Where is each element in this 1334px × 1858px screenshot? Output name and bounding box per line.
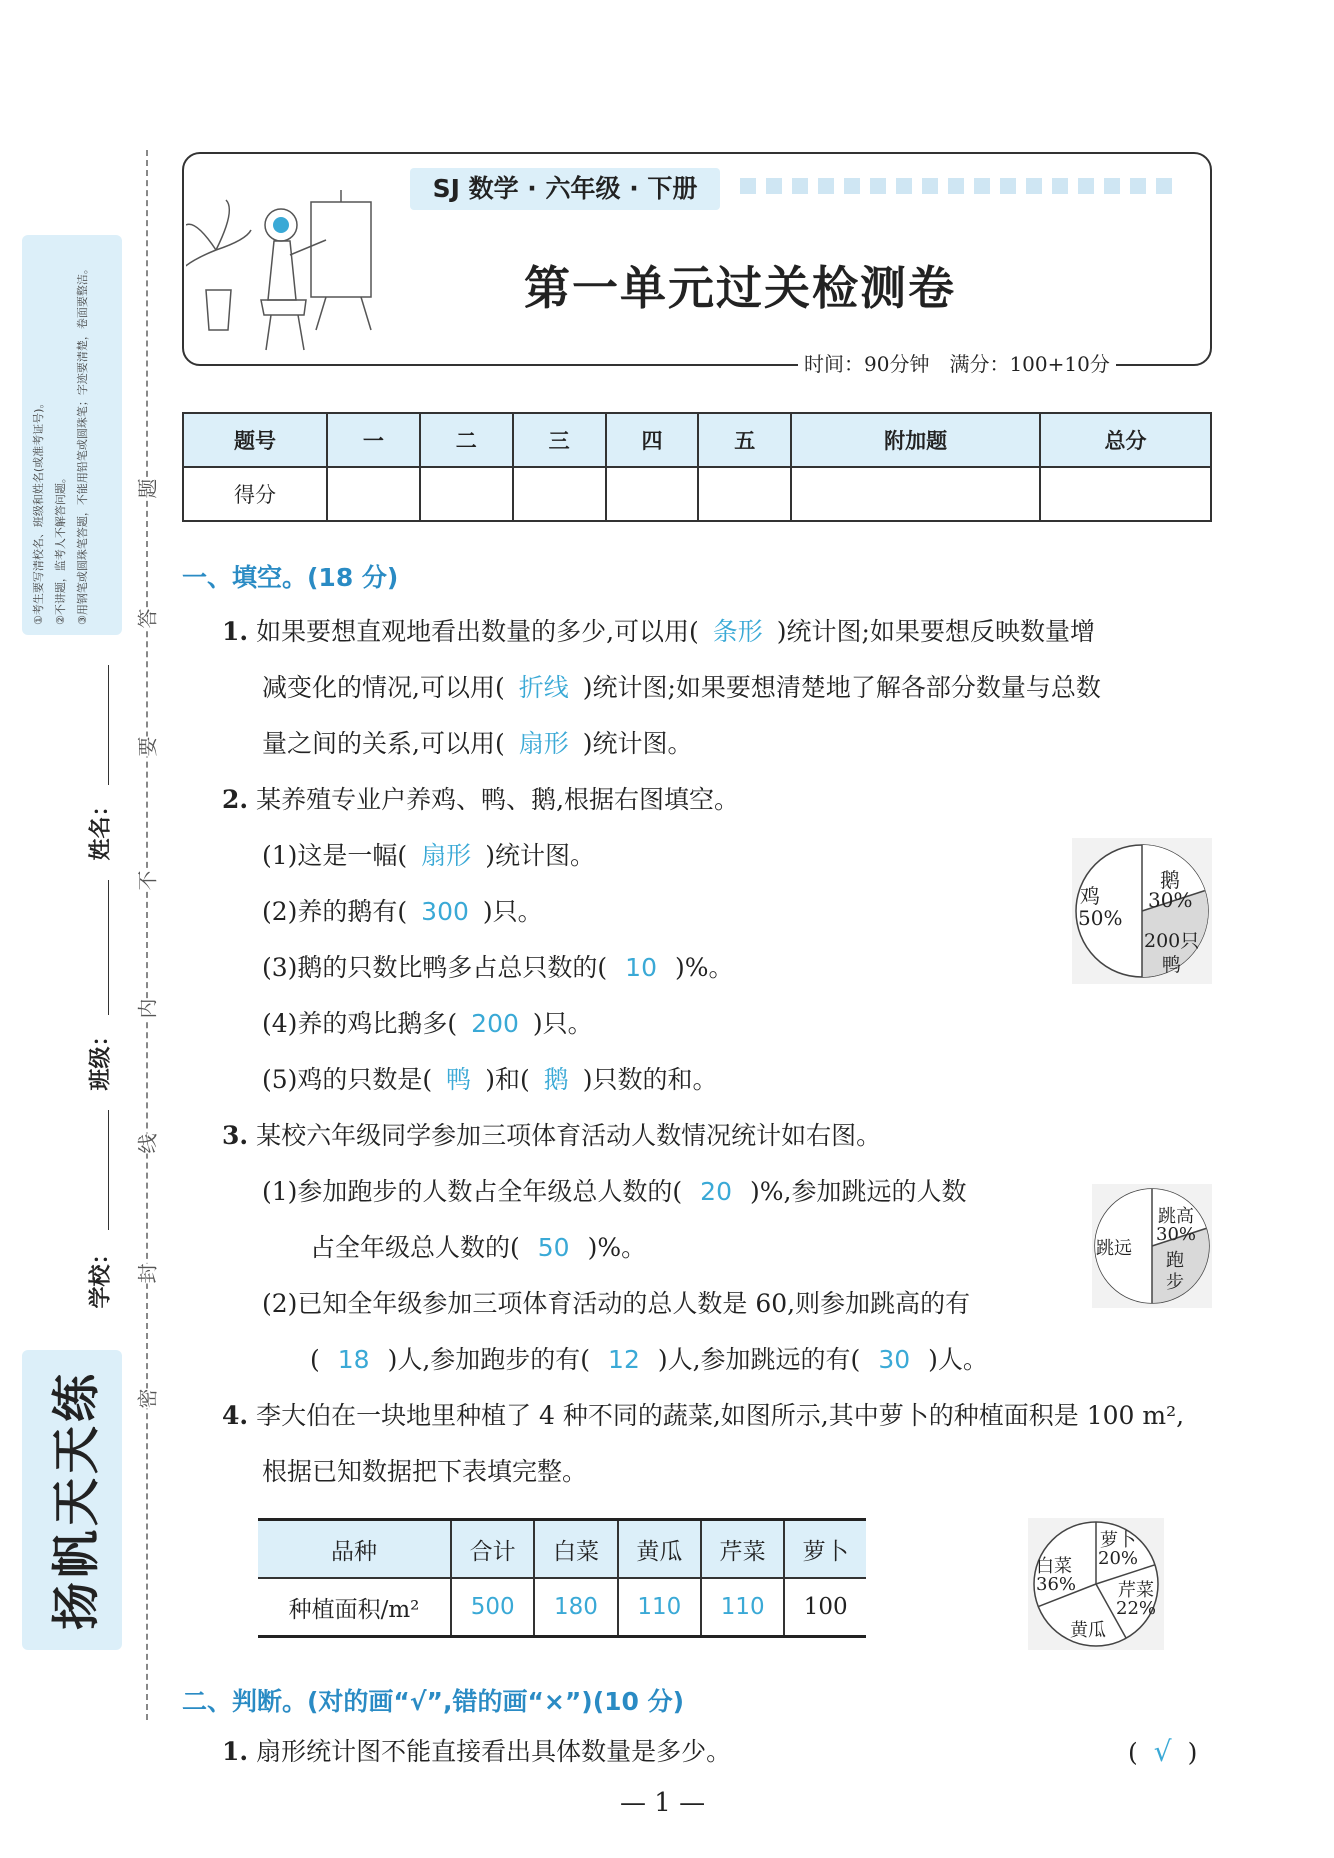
notice-1: ①考生要写清校名、班级和姓名(或准考证号)。 bbox=[32, 397, 45, 625]
q2-stem: 2. 某养殖专业户养鸡、鸭、鹅,根据右图填空。 bbox=[222, 785, 740, 814]
veg-row-label: 种植面积/m² bbox=[258, 1578, 451, 1637]
veg-value: 100 bbox=[784, 1578, 866, 1637]
answer: 12 bbox=[608, 1345, 640, 1374]
answer: 条形 bbox=[712, 617, 763, 646]
name-field[interactable] bbox=[108, 665, 109, 785]
pie-label-long-jump: 跳远 bbox=[1096, 1238, 1132, 1259]
pie-label-high-jump: 跳高 bbox=[1158, 1206, 1194, 1227]
answer: 鹅 bbox=[543, 1065, 569, 1094]
time-info: 时间：90分钟 满分：100+10分 bbox=[798, 348, 1116, 377]
exam-notice bbox=[22, 235, 122, 635]
poultry-pie-chart bbox=[1072, 838, 1212, 984]
seal-char: 答 bbox=[128, 609, 165, 629]
score-cell[interactable] bbox=[606, 467, 699, 521]
score-header: 题号 bbox=[183, 413, 327, 467]
pie-label-goose: 鹅 bbox=[1160, 868, 1180, 892]
veg-value-row bbox=[258, 1578, 866, 1637]
pie-label-chicken: 鸡 bbox=[1080, 884, 1100, 908]
score-table bbox=[182, 412, 1212, 522]
school-label: 学校： bbox=[88, 1242, 114, 1309]
check-mark-answer: √ bbox=[1153, 1735, 1172, 1768]
decorative-squares bbox=[740, 178, 1200, 198]
veg-header: 黄瓜 bbox=[618, 1520, 701, 1579]
pie-label-cabbage: 白菜 bbox=[1036, 1556, 1072, 1577]
score-cell[interactable] bbox=[1040, 467, 1211, 521]
seal-dashed-line bbox=[146, 150, 148, 1720]
veg-value: 110 bbox=[618, 1578, 701, 1637]
seal-char: 线 bbox=[128, 1134, 165, 1154]
q1-line-2: 减变化的情况,可以用( 折线 )统计图;如果要想清楚地了解各部分数量与总数 bbox=[262, 673, 1101, 702]
pie-label-cucumber: 黄瓜 bbox=[1070, 1620, 1106, 1641]
pie-label-running: 跑步 bbox=[1166, 1250, 1184, 1293]
answer: 折线 bbox=[518, 673, 569, 702]
pie-label-goose-pct: 30% bbox=[1148, 888, 1193, 912]
q3-sub-1-cont: 占全年级总人数的( 50 )%。 bbox=[310, 1233, 647, 1262]
score-header: 一 bbox=[327, 413, 420, 467]
q3-stem: 3. 某校六年级同学参加三项体育活动人数情况统计如右图。 bbox=[222, 1121, 882, 1150]
seal-char: 密 bbox=[128, 1389, 165, 1409]
score-row bbox=[183, 467, 1211, 521]
answer: 300 bbox=[421, 897, 469, 926]
q3-sub-2: (2)已知全年级参加三项体育活动的总人数是 60,则参加跳高的有 bbox=[262, 1289, 971, 1318]
veg-header: 芹菜 bbox=[701, 1520, 784, 1579]
class-field[interactable] bbox=[108, 880, 109, 1015]
pie-label-celery: 芹菜 bbox=[1118, 1580, 1154, 1601]
score-header: 五 bbox=[698, 413, 791, 467]
pie-label-high-pct: 30% bbox=[1156, 1224, 1197, 1245]
score-header-row bbox=[183, 413, 1211, 467]
seal-char: 不 bbox=[128, 871, 165, 891]
answer: 10 bbox=[625, 953, 657, 982]
q4-stem-1: 4. 李大伯在一块地里种植了 4 种不同的蔬菜,如图所示,其中萝卜的种植面积是 100 m², bbox=[222, 1401, 1185, 1430]
pie-label-cabbage-pct: 36% bbox=[1036, 1574, 1077, 1595]
q3-sub-2-cont: ( 18 )人,参加跑步的有( 12 )人,参加跳远的有( 30 )人。 bbox=[310, 1345, 988, 1374]
pie-label-duck: 鸭 bbox=[1162, 954, 1182, 976]
score-header: 附加题 bbox=[791, 413, 1040, 467]
q4-stem-2: 根据已知数据把下表填完整。 bbox=[262, 1457, 588, 1486]
seal-char: 题 bbox=[128, 479, 165, 499]
school-field[interactable] bbox=[108, 1110, 109, 1230]
judge-q1: 1. 扇形统计图不能直接看出具体数量是多少。 bbox=[222, 1737, 732, 1766]
score-cell[interactable] bbox=[420, 467, 513, 521]
score-cell[interactable] bbox=[513, 467, 606, 521]
vegetable-pie-chart bbox=[1028, 1518, 1164, 1650]
score-header: 四 bbox=[606, 413, 699, 467]
veg-header-row bbox=[258, 1520, 866, 1579]
seal-char: 封 bbox=[128, 1264, 165, 1284]
class-label: 班级： bbox=[88, 1024, 114, 1091]
q1-line-1: 1. 如果要想直观地看出数量的多少,可以用( 条形 )统计图;如果要想反映数量增 bbox=[222, 617, 1095, 646]
score-row-label: 得分 bbox=[183, 467, 327, 521]
answer: 200 bbox=[471, 1009, 519, 1038]
q2-sub-1: (1)这是一幅( 扇形 )统计图。 bbox=[262, 841, 595, 870]
answer: 50 bbox=[537, 1233, 570, 1262]
veg-header: 合计 bbox=[451, 1520, 534, 1579]
pie-label-radish-pct: 20% bbox=[1098, 1548, 1139, 1569]
score-cell[interactable] bbox=[698, 467, 791, 521]
answer: 鸭 bbox=[446, 1065, 472, 1094]
sports-pie-chart bbox=[1092, 1184, 1212, 1308]
painter-illustration bbox=[186, 180, 396, 360]
q3-sub-1: (1)参加跑步的人数占全年级总人数的( 20 )%,参加跳远的人数 bbox=[262, 1177, 967, 1206]
brand-text: 扬帆天天练 bbox=[48, 1369, 105, 1631]
brand-panel bbox=[22, 1350, 122, 1650]
page-title: 第一单元过关检测卷 bbox=[524, 261, 956, 315]
veg-value: 110 bbox=[701, 1578, 784, 1637]
pie-label-radish: 萝卜 bbox=[1100, 1530, 1136, 1551]
veg-header: 品种 bbox=[258, 1520, 451, 1579]
seal-char: 内 bbox=[128, 999, 165, 1019]
section-2-title: 二、判断。(对的画“√”,错的画“×”)(10 分) bbox=[182, 1687, 685, 1716]
q1-line-3: 量之间的关系,可以用( 扇形 )统计图。 bbox=[262, 729, 693, 758]
veg-header: 白菜 bbox=[534, 1520, 617, 1579]
planting-area-table bbox=[258, 1518, 866, 1638]
pie-label-duck-count: 200只 bbox=[1144, 930, 1200, 952]
name-label: 姓名： bbox=[88, 794, 114, 861]
answer: 扇形 bbox=[421, 841, 472, 870]
notice-3: ③用钢笔或圆珠笔答题，不能用铅笔或圆珠笔；字迹要清楚，卷面要整洁。 bbox=[76, 263, 89, 625]
score-header: 总分 bbox=[1040, 413, 1211, 467]
answer: 18 bbox=[337, 1345, 370, 1374]
section-1-title: 一、填空。(18 分) bbox=[182, 563, 399, 592]
seal-char: 要 bbox=[128, 737, 165, 757]
score-header: 二 bbox=[420, 413, 513, 467]
answer: 20 bbox=[700, 1177, 732, 1206]
judge-q1-answer-box[interactable]: ( √ ) bbox=[1128, 1735, 1198, 1768]
pie-label-celery-pct: 22% bbox=[1116, 1598, 1157, 1619]
q2-sub-5: (5)鸡的只数是( 鸭 )和( 鹅 )只数的和。 bbox=[262, 1065, 718, 1094]
score-header: 三 bbox=[513, 413, 606, 467]
page-number: — 1 — bbox=[620, 1788, 706, 1818]
answer: 30 bbox=[878, 1345, 911, 1374]
veg-header: 萝卜 bbox=[784, 1520, 866, 1579]
veg-value: 180 bbox=[534, 1578, 617, 1637]
q2-sub-2: (2)养的鹅有( 300 )只。 bbox=[262, 897, 543, 926]
score-cell[interactable] bbox=[327, 467, 420, 521]
answer: 扇形 bbox=[518, 729, 569, 758]
subject-tag: SJ 数学 · 六年级 · 下册 bbox=[410, 168, 720, 210]
q2-sub-4: (4)养的鸡比鹅多( 200 )只。 bbox=[262, 1009, 593, 1038]
pie-label-chicken-pct: 50% bbox=[1078, 906, 1123, 930]
veg-value: 500 bbox=[451, 1578, 534, 1637]
score-cell[interactable] bbox=[791, 467, 1040, 521]
notice-2: ②不讲题，监考人不解答问题。 bbox=[54, 472, 67, 625]
q2-sub-3: (3)鹅的只数比鸭多占总只数的( 10 )%。 bbox=[262, 953, 734, 982]
